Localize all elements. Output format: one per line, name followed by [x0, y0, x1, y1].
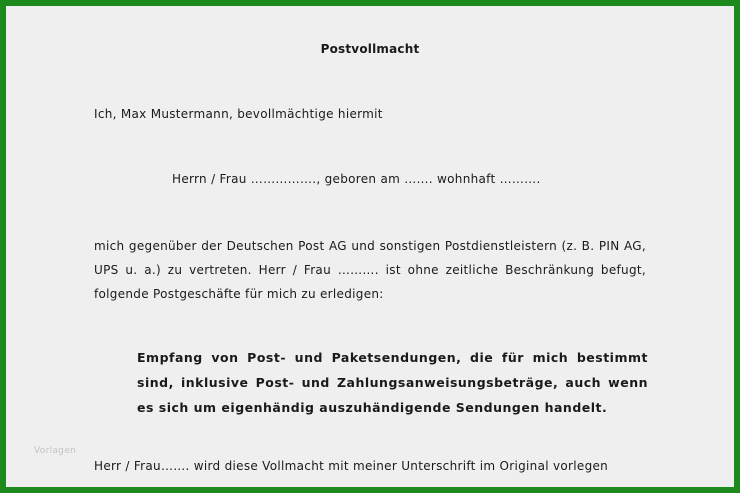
presentation-line: Herr / Frau……. wird diese Vollmacht mit meiner Unterschrift im Original vorlegen	[94, 459, 609, 473]
representation-paragraph: mich gegenüber der Deutschen Post AG und sonstigen Postdienstleistern (z. B. PIN AG, UPS u. a.) zu vertreten. Herr / Frau ………. ist ohne zeitliche Beschränkung befugt, folgende Postgeschäfte für mich zu erledigen:	[94, 239, 646, 301]
document-page	[6, 6, 734, 487]
watermark-text: Vorlagen	[34, 446, 77, 456]
authorized-tasks-block: Empfang von Post- und Paketsendungen, die für mich bestimmt sind, inklusive Post- und Zahlungsanweisungsbeträge, auch wenn es sich um eigenhändig auszuhändigende Sendungen handelt.	[137, 350, 648, 415]
document-title: Postvollmacht	[320, 42, 420, 56]
intro-line: Ich, Max Mustermann, bevollmächtige hiermit	[94, 107, 383, 121]
proxy-details-line: Herrn / Frau ……………., geboren am ……. wohnhaft ……….	[172, 172, 541, 186]
